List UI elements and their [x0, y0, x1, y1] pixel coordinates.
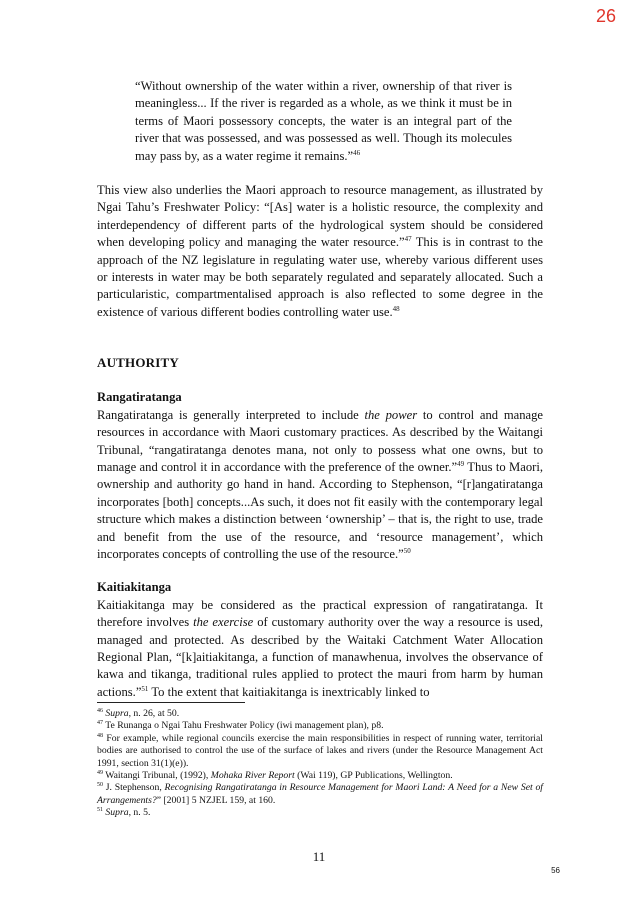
block-quote — [135, 78, 512, 165]
footnote: $^{51}$ Supra, n. 5. — [97, 807, 151, 819]
footnote-ref[interactable]: 48 — [392, 304, 400, 313]
sheet-number: 56 — [551, 866, 560, 875]
footnote-ref[interactable]: 50 — [403, 546, 411, 555]
subsection-heading: Rangatiratanga — [97, 390, 182, 405]
subsection-heading: Kaitiakitanga — [97, 580, 172, 595]
footnotes — [97, 708, 543, 820]
footnote: $^{48}$ For example, while regional councils exercise the main responsibilities in respect of running water, territorial bodies are authorised to control the use of the surface of lakes and rivers (under the Resource Management Act 1991, section 31(1)(e)). — [97, 732, 543, 769]
footnote: $^{49}$ Waitangi Tribunal, (1992), Mohaka River Report (Wai 119), GP Publications, Wellington. — [97, 769, 453, 782]
footnote-ref[interactable]: 51 — [141, 684, 149, 693]
paragraph: Kaitiakitanga may be considered as the practical expression of rangatiratanga. It therefore involves the exercise of customary authority over the way a resource is used, managed and protected. As described by the Waitaki Catchment Water Allocation Regional Plan, “[k]aitiakitanga, a function of manawhenua, involves the observance of kawa and tikanga, traditional rules applied to protect the mauri from harm by human actions.”$^{51}$ To the extent that kaitiakitanga is inextricably linked to — [97, 597, 543, 699]
footnote-ref[interactable]: 49 — [457, 459, 465, 468]
footnote: $^{50}$ J. Stephenson, Recognising Rangatiratanga in Resource Management for Maori Land: A Need for a New Set of Arrangements?” [2001] 5 NZJEL 159, at 160. — [97, 782, 543, 806]
section-heading: AUTHORITY — [97, 355, 179, 371]
footnote-ref[interactable]: 46 — [353, 148, 361, 157]
main-text — [97, 78, 543, 701]
quote-text: “Without ownership of the water within a river, ownership of that river is meaningless... If the river is regarded as a whole, as we think it must be in terms of Maori possessory concepts, the water is an integral part of the river that was possessed, and was possessed as well. Though its molecules may pass by, as a water regime it remains.” — [135, 79, 512, 163]
footnote: $^{46}$ Supra, n. 26, at 50. — [97, 707, 180, 719]
page-number: 11 — [312, 849, 326, 864]
footnote-divider — [97, 702, 245, 703]
paragraph: This view also underlies the Maori approach to resource management, as illustrated by Ngai Tahu’s Freshwater Policy: “[As] water is a holistic resource, the complexity and interdependency of different parts of the hydrological system should be considered when developing policy and managing the water resource.”$^{47}$ This is in contrast to the approach of the NZ legislature in regulating water use, whereby various different uses or interests in water may be both separately regulated and separately allocated. Such a particularistic, compartmentalised approach is also reflected to some degree in the existence of various different bodies controlling water use.$^{48}$ — [97, 183, 544, 319]
paragraph: Rangatiratanga is generally interpreted to include the power to control and manage resources in accordance with Maori customary practices. As described by the Waitangi Tribunal, “rangatiratanga denotes mana, not only to possess what one owns, but to manage and control it in accordance with the preference of the owner.”$^{49}$ Thus to Maori, ownership and authority go hand in hand. According to Stephenson, “[r]angatiratanga incorporates [both] concepts...As such, it does not fit easily with the contemporary legal structure which makes a distinction between ‘ownership’ – that is, the right to use, trade and benefit from the use of the resource, and ‘resource management’, which incorporates concepts of controlling the use of the resource.”$^{50}$ — [97, 407, 543, 561]
footnote-ref[interactable]: 47 — [404, 235, 412, 244]
footnote: $^{47}$ Te Runanga o Ngai Tahu Freshwater Policy (iwi management plan), p8. — [97, 720, 384, 732]
corner-page-number: 26 — [595, 6, 616, 26]
